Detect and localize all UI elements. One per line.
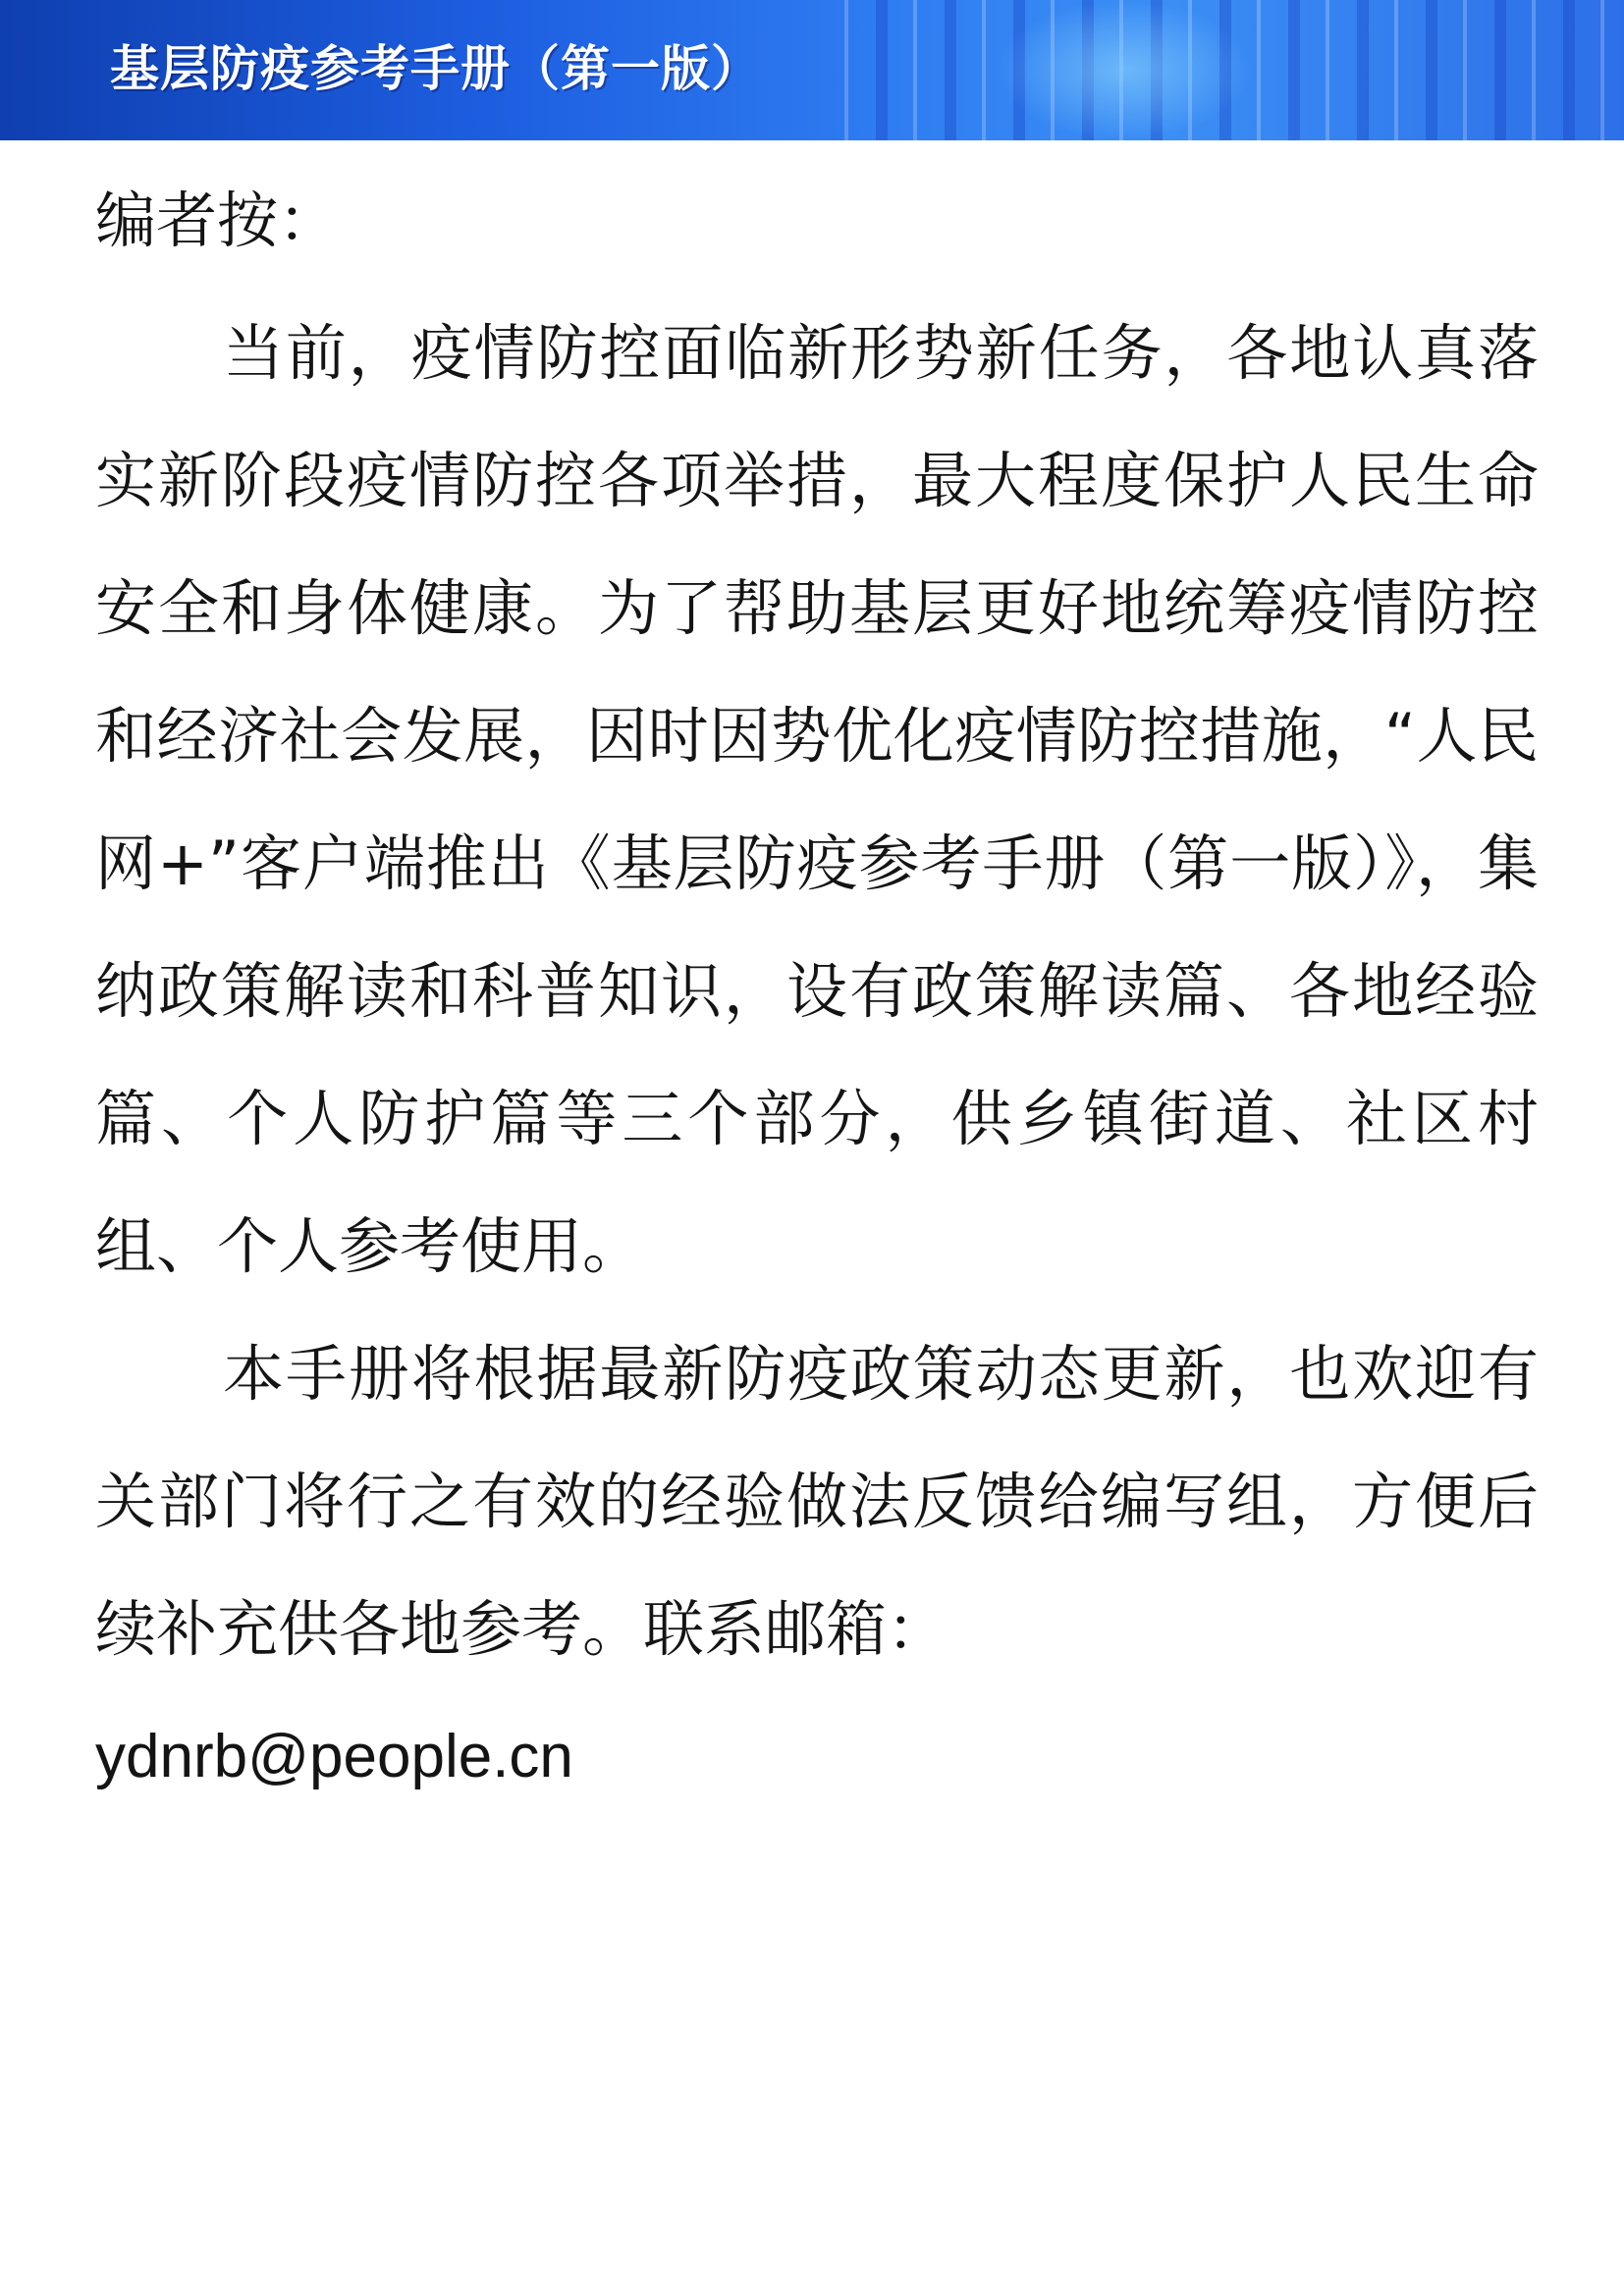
editor-note-label: 编者按： (95, 185, 340, 256)
contact-email[interactable]: ydnrb@people.cn (95, 1723, 573, 1790)
paragraph-update-note: 本手册将根据最新防疫政策动态更新，也欢迎有关部门将行之有效的经验做法反馈给编写组，方便后续补充供各地参考。联系邮箱： (95, 1338, 1539, 1665)
header-banner (0, 0, 1624, 140)
paragraph-intro: 当前，疫情防控面临新形势新任务，各地认真落实新阶段疫情防控各项举措，最大程度保护人民生命安全和身体健康。为了帮助基层更好地统筹疫情防控和经济社会发展，因时因势优化疫情防控措施，“人民网+”客户端推出《基层防疫参考手册（第一版）》，集纳政策解读和科普知识，设有政策解读篇、各地经验篇、个人防护篇等三个部分，供乡镇街道、社区村组、个人参考使用。 (95, 317, 1539, 1282)
header-glow-decoration (996, 0, 1251, 140)
page-title: 基层防疫参考手册（第一版） (110, 40, 761, 97)
document-body (95, 177, 1539, 1821)
